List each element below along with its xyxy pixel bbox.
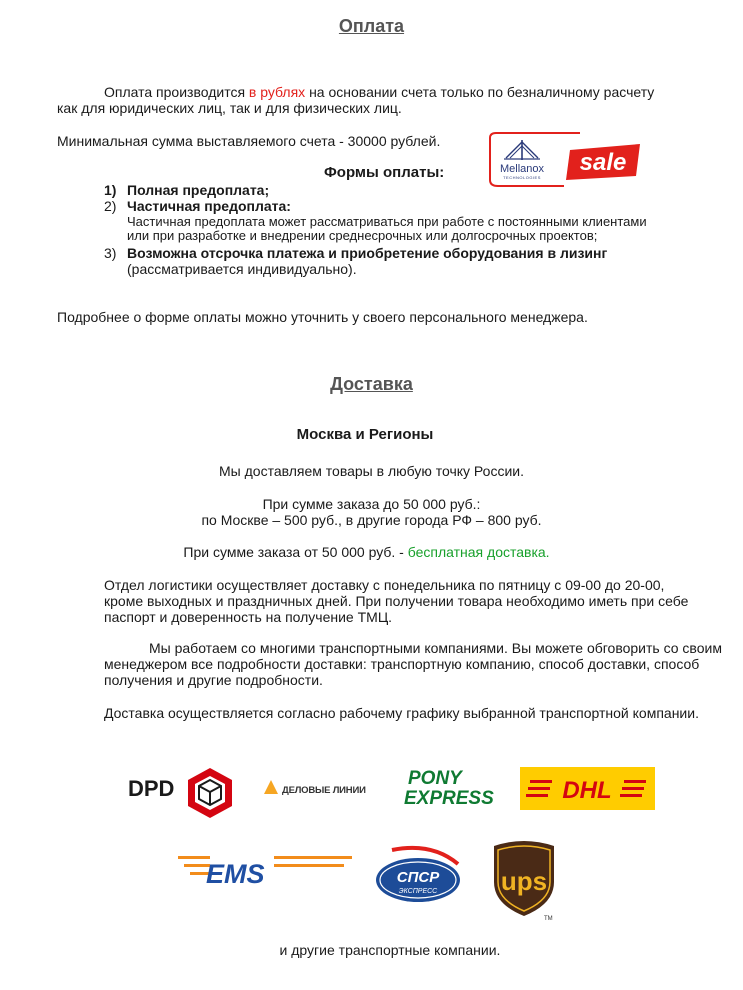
form-2-number: 2) xyxy=(104,198,117,214)
carriers-line2: менеджером все подробности доставки: транспортную компанию, способ доставки, способ xyxy=(104,656,700,672)
express-wordmark: EXPRESS xyxy=(404,788,494,809)
form-2-desc-line2: или при разработке и внедрении среднесрочных или долгосрочных проектов; xyxy=(127,228,598,243)
dpd-cube-icon xyxy=(188,768,232,818)
ups-shield-icon xyxy=(488,838,562,922)
ups-wordmark: ups xyxy=(500,866,548,896)
delivery-russia: Мы доставляем товары в любую точку России. xyxy=(219,463,524,479)
minimum-amount: Минимальная сумма выставляемого счета - 30000 рублей. xyxy=(57,133,441,149)
mellanox-brand: Mellanox xyxy=(499,163,545,175)
ups-trademark: TM xyxy=(544,916,553,922)
payment-intro xyxy=(104,84,654,100)
dpd-logo xyxy=(128,764,238,824)
ups-logo xyxy=(488,838,562,922)
payment-intro-line2: как для юридических лиц, так и для физических лиц. xyxy=(57,100,402,116)
form-2-title: Частичная предоплата: xyxy=(127,198,291,214)
sale-badge: sale xyxy=(579,149,627,176)
payment-intro-text: Оплата производится xyxy=(104,84,249,100)
delovye-linii-wordmark: ДЕЛОВЫЕ ЛИНИИ xyxy=(282,785,366,796)
form-3-title: Возможна отсрочка платежа и приобретение оборудования в лизинг xyxy=(127,245,608,261)
pony-express-logo xyxy=(404,765,504,809)
free-delivery-highlight: бесплатная доставка. xyxy=(407,544,550,560)
mellanox-sale-graphic xyxy=(484,130,644,192)
form-2-desc-line1: Частичная предоплата может рассматриваться при работе с постоянными клиентами xyxy=(127,214,647,229)
delivery-schedule: Доставка осуществляется согласно рабочему графику выбранной транспортной компании. xyxy=(104,705,699,721)
delovye-linii-triangle-icon xyxy=(264,780,278,794)
mellanox-bridge-icon xyxy=(504,140,540,160)
payment-intro-text-rest: на основании счета только по безналичному расчету xyxy=(305,84,655,100)
delivery-heading: Доставка xyxy=(330,374,413,394)
delivery-subheading: Москва и Регионы xyxy=(296,426,434,443)
spsr-wordmark: СПСР xyxy=(396,869,440,886)
delivery-prices: по Москве – 500 руб., в другие города РФ – 800 руб. xyxy=(201,512,542,528)
spsr-express-logo xyxy=(372,844,464,910)
payment-heading: Оплата xyxy=(338,16,405,36)
logistics-line3: паспорт и доверенность на получение ТМЦ. xyxy=(104,609,393,625)
carriers-line3: получения и другие подробности. xyxy=(104,672,323,688)
delivery-free xyxy=(0,544,733,560)
logistics-line1: Отдел логистики осуществляет доставку с понедельника по пятницу с 09-00 до 20-00, xyxy=(104,577,665,593)
form-1-title: Полная предоплата; xyxy=(127,182,270,198)
payment-forms-title: Формы оплаты: xyxy=(324,164,445,181)
dpd-wordmark: DPD xyxy=(128,776,175,801)
other-carriers: и другие транспортные компании. xyxy=(279,942,501,958)
payment-more-info: Подробнее о форме оплаты можно уточнить у своего персонального менеджера. xyxy=(57,309,588,325)
ems-wordmark: EMS xyxy=(206,859,265,889)
spsr-subtitle: ЭКСПРЕСС xyxy=(398,888,438,895)
ems-logo xyxy=(176,850,356,892)
dhl-wordmark: DHL xyxy=(562,777,612,804)
form-1-number: 1) xyxy=(104,182,117,198)
delivery-free-text: При сумме заказа от 50 000 руб. - xyxy=(183,544,408,560)
mellanox-sale-banner xyxy=(484,130,644,192)
delivery-threshold-under: При сумме заказа до 50 000 руб.: xyxy=(262,496,481,512)
rubles-highlight: в рублях xyxy=(248,84,306,100)
logistics-line2: кроме выходных и праздничных дней. При получении товара необходимо иметь при себе xyxy=(104,593,689,609)
pony-wordmark: PONY xyxy=(408,768,462,789)
form-3-desc: (рассматривается индивидуально). xyxy=(127,261,357,277)
carriers-line1: Мы работаем со многими транспортными компаниями. Вы можете обговорить со своим xyxy=(149,640,722,656)
form-3-number: 3) xyxy=(104,245,117,261)
delovye-linii-logo xyxy=(262,776,386,800)
dhl-logo xyxy=(520,767,655,810)
ems-stripes-icon xyxy=(178,856,352,875)
mellanox-brand-sub: TECHNOLOGIES xyxy=(503,175,541,180)
